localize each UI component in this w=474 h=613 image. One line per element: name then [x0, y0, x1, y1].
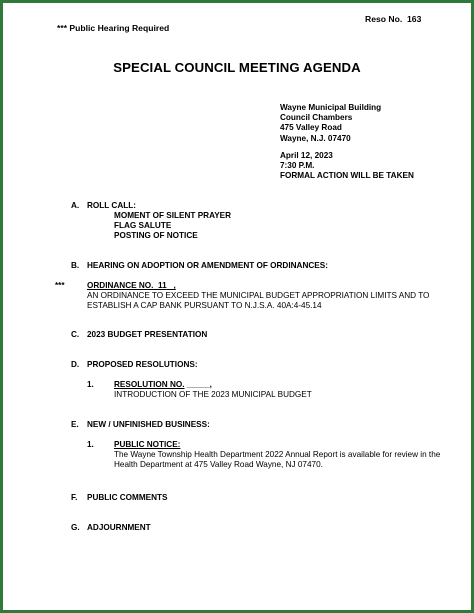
reso-number — [365, 14, 421, 24]
ordinance-text: AN ORDINANCE TO EXCEED THE MUNICIPAL BUDGET APPROPRIATION LIMITS AND TO ESTABLISH A CAP BANK PURSUANT TO N.J.S.A. 40A:4-45.14 — [87, 291, 430, 310]
list-item: MOMENT OF SILENT PRAYER — [114, 211, 232, 220]
meeting-date: April 12, 2023 — [280, 151, 333, 160]
section-g-letter: G. — [71, 523, 80, 532]
resolution-blank: _____, — [186, 380, 212, 389]
ordinance-label: ORDINANCE NO. — [87, 281, 154, 290]
section-b-letter: B. — [71, 261, 80, 270]
section-e-letter: E. — [71, 420, 79, 429]
section-c-heading: 2023 BUDGET PRESENTATION — [87, 330, 208, 339]
public-notice-label: PUBLIC NOTICE: — [114, 440, 181, 449]
location-block — [280, 103, 381, 144]
section-a-letter: A. — [71, 201, 80, 210]
section-b-heading: HEARING ON ADOPTION OR AMENDMENT OF ORDINANCES: — [87, 261, 328, 270]
page-title: SPECIAL COUNCIL MEETING AGENDA — [113, 60, 361, 75]
ordinance-tail: , — [173, 281, 176, 290]
section-d-letter: D. — [71, 360, 80, 369]
section-d-item-num: 1. — [87, 380, 94, 389]
resolution-text: INTRODUCTION OF THE 2023 MUNICIPAL BUDGET — [114, 390, 312, 399]
location-building: Wayne Municipal Building — [280, 103, 382, 112]
ordinance-label-line — [87, 281, 176, 291]
list-item: FLAG SALUTE — [114, 221, 172, 231]
section-f-letter: F. — [71, 493, 78, 502]
section-e-heading: NEW / UNFINISHED BUSINESS: — [87, 420, 210, 429]
section-a-items — [114, 211, 231, 242]
meeting-note: FORMAL ACTION WILL BE TAKEN — [280, 171, 414, 181]
resolution-label: RESOLUTION NO. — [114, 380, 185, 389]
section-a-heading: ROLL CALL: — [87, 201, 136, 210]
section-e-item-num: 1. — [87, 440, 94, 449]
resolution-label-line — [114, 380, 212, 390]
section-f-heading: PUBLIC COMMENTS — [87, 493, 168, 502]
location-chambers: Council Chambers — [280, 113, 353, 123]
public-hearing-note: *** Public Hearing Required — [57, 23, 170, 33]
section-d-heading: PROPOSED RESOLUTIONS: — [87, 360, 198, 369]
section-g-heading: ADJOURNMENT — [87, 523, 151, 532]
reso-value: 163 — [407, 14, 422, 24]
public-notice-text: The Wayne Township Health Department 2022 Annual Report is available for review in the Health Department at 475 Valley Road Wayne, NJ 07470. — [114, 450, 441, 469]
ordinance-number: 11 — [157, 281, 167, 290]
list-item: POSTING OF NOTICE — [114, 231, 198, 241]
meeting-block — [280, 151, 414, 182]
meeting-time: 7:30 P.M. — [280, 161, 315, 171]
reso-label: Reso No. — [365, 14, 403, 24]
section-c-letter: C. — [71, 330, 80, 339]
location-street: 475 Valley Road — [280, 123, 342, 133]
location-city: Wayne, N.J. 07470 — [280, 133, 351, 143]
public-hearing-marker: *** — [55, 281, 65, 290]
